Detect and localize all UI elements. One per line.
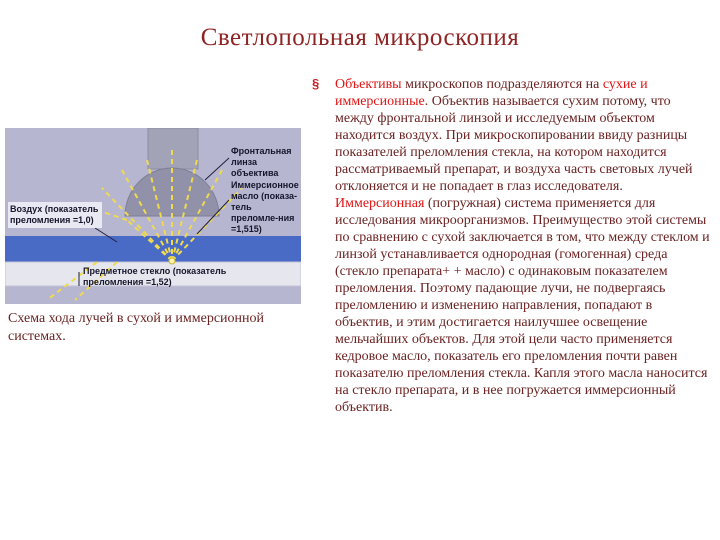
bullet-text-block — [310, 76, 710, 416]
body-run: (погружная) система применяется для исследования микроорганизмов. Преимущество этой системы по сравнению с сухой заключается в том, что между стеклом и линзой устанавливается однородная (гомогенная) среда (стекло препарата+ + масло) с одинаковым показателем преломления. Поэтому падающие лучи, не подвергаясь преломлению и изменению направления, попадают в объектив, и этим достигается наилучшее освещение мельчайших объектов. Для этой цели часто применяется кедровое масло, показатель его преломления почти равен показателю преломления стекла. Капля этого масла наносится на стекло препарата, и в нее погружается иммерсионный объектив. — [335, 196, 710, 415]
highlight-objectives: Объективы — [335, 77, 402, 92]
paragraph-immersion-system — [335, 195, 710, 416]
paragraph-dry-objectives — [335, 76, 710, 195]
bullet-marker: § — [312, 76, 320, 91]
microscopy-diagram — [5, 128, 301, 304]
label-air: Воздух (показатель преломления =1,0) — [8, 202, 102, 228]
label-frontal-lens: Фронтальная линза объектива — [231, 146, 292, 178]
highlight-immersion: Иммерсионная — [335, 196, 425, 211]
label-slide-glass: Предметное стекло (показатель преломления =1,52) — [83, 266, 227, 287]
focal-point — [169, 258, 175, 264]
body-text — [335, 76, 710, 416]
page-title: Светлопольная микроскопия — [200, 24, 520, 51]
highlight-dry-immersion: сухие и иммерсионные — [335, 77, 648, 109]
label-immersion-oil: Иммерсионное масло (показа-тель преломле-ния =1,515) — [231, 180, 299, 234]
body-run: . Объектив называется сухим потому, что между фронтальной линзой и исследуемым объектом находится воздух. При микроскопировании ввиду разницы показателей преломления стекла, на котором находится рассматриваемый препарат, и воздуха часть световых лучей отклоняется и не попадает в глаз исследователя. — [335, 94, 693, 194]
diagram-caption: Схема хода лучей в сухой и иммерсионной системах. — [8, 311, 265, 344]
body-run: микроскопов подразделяются на — [401, 77, 603, 92]
